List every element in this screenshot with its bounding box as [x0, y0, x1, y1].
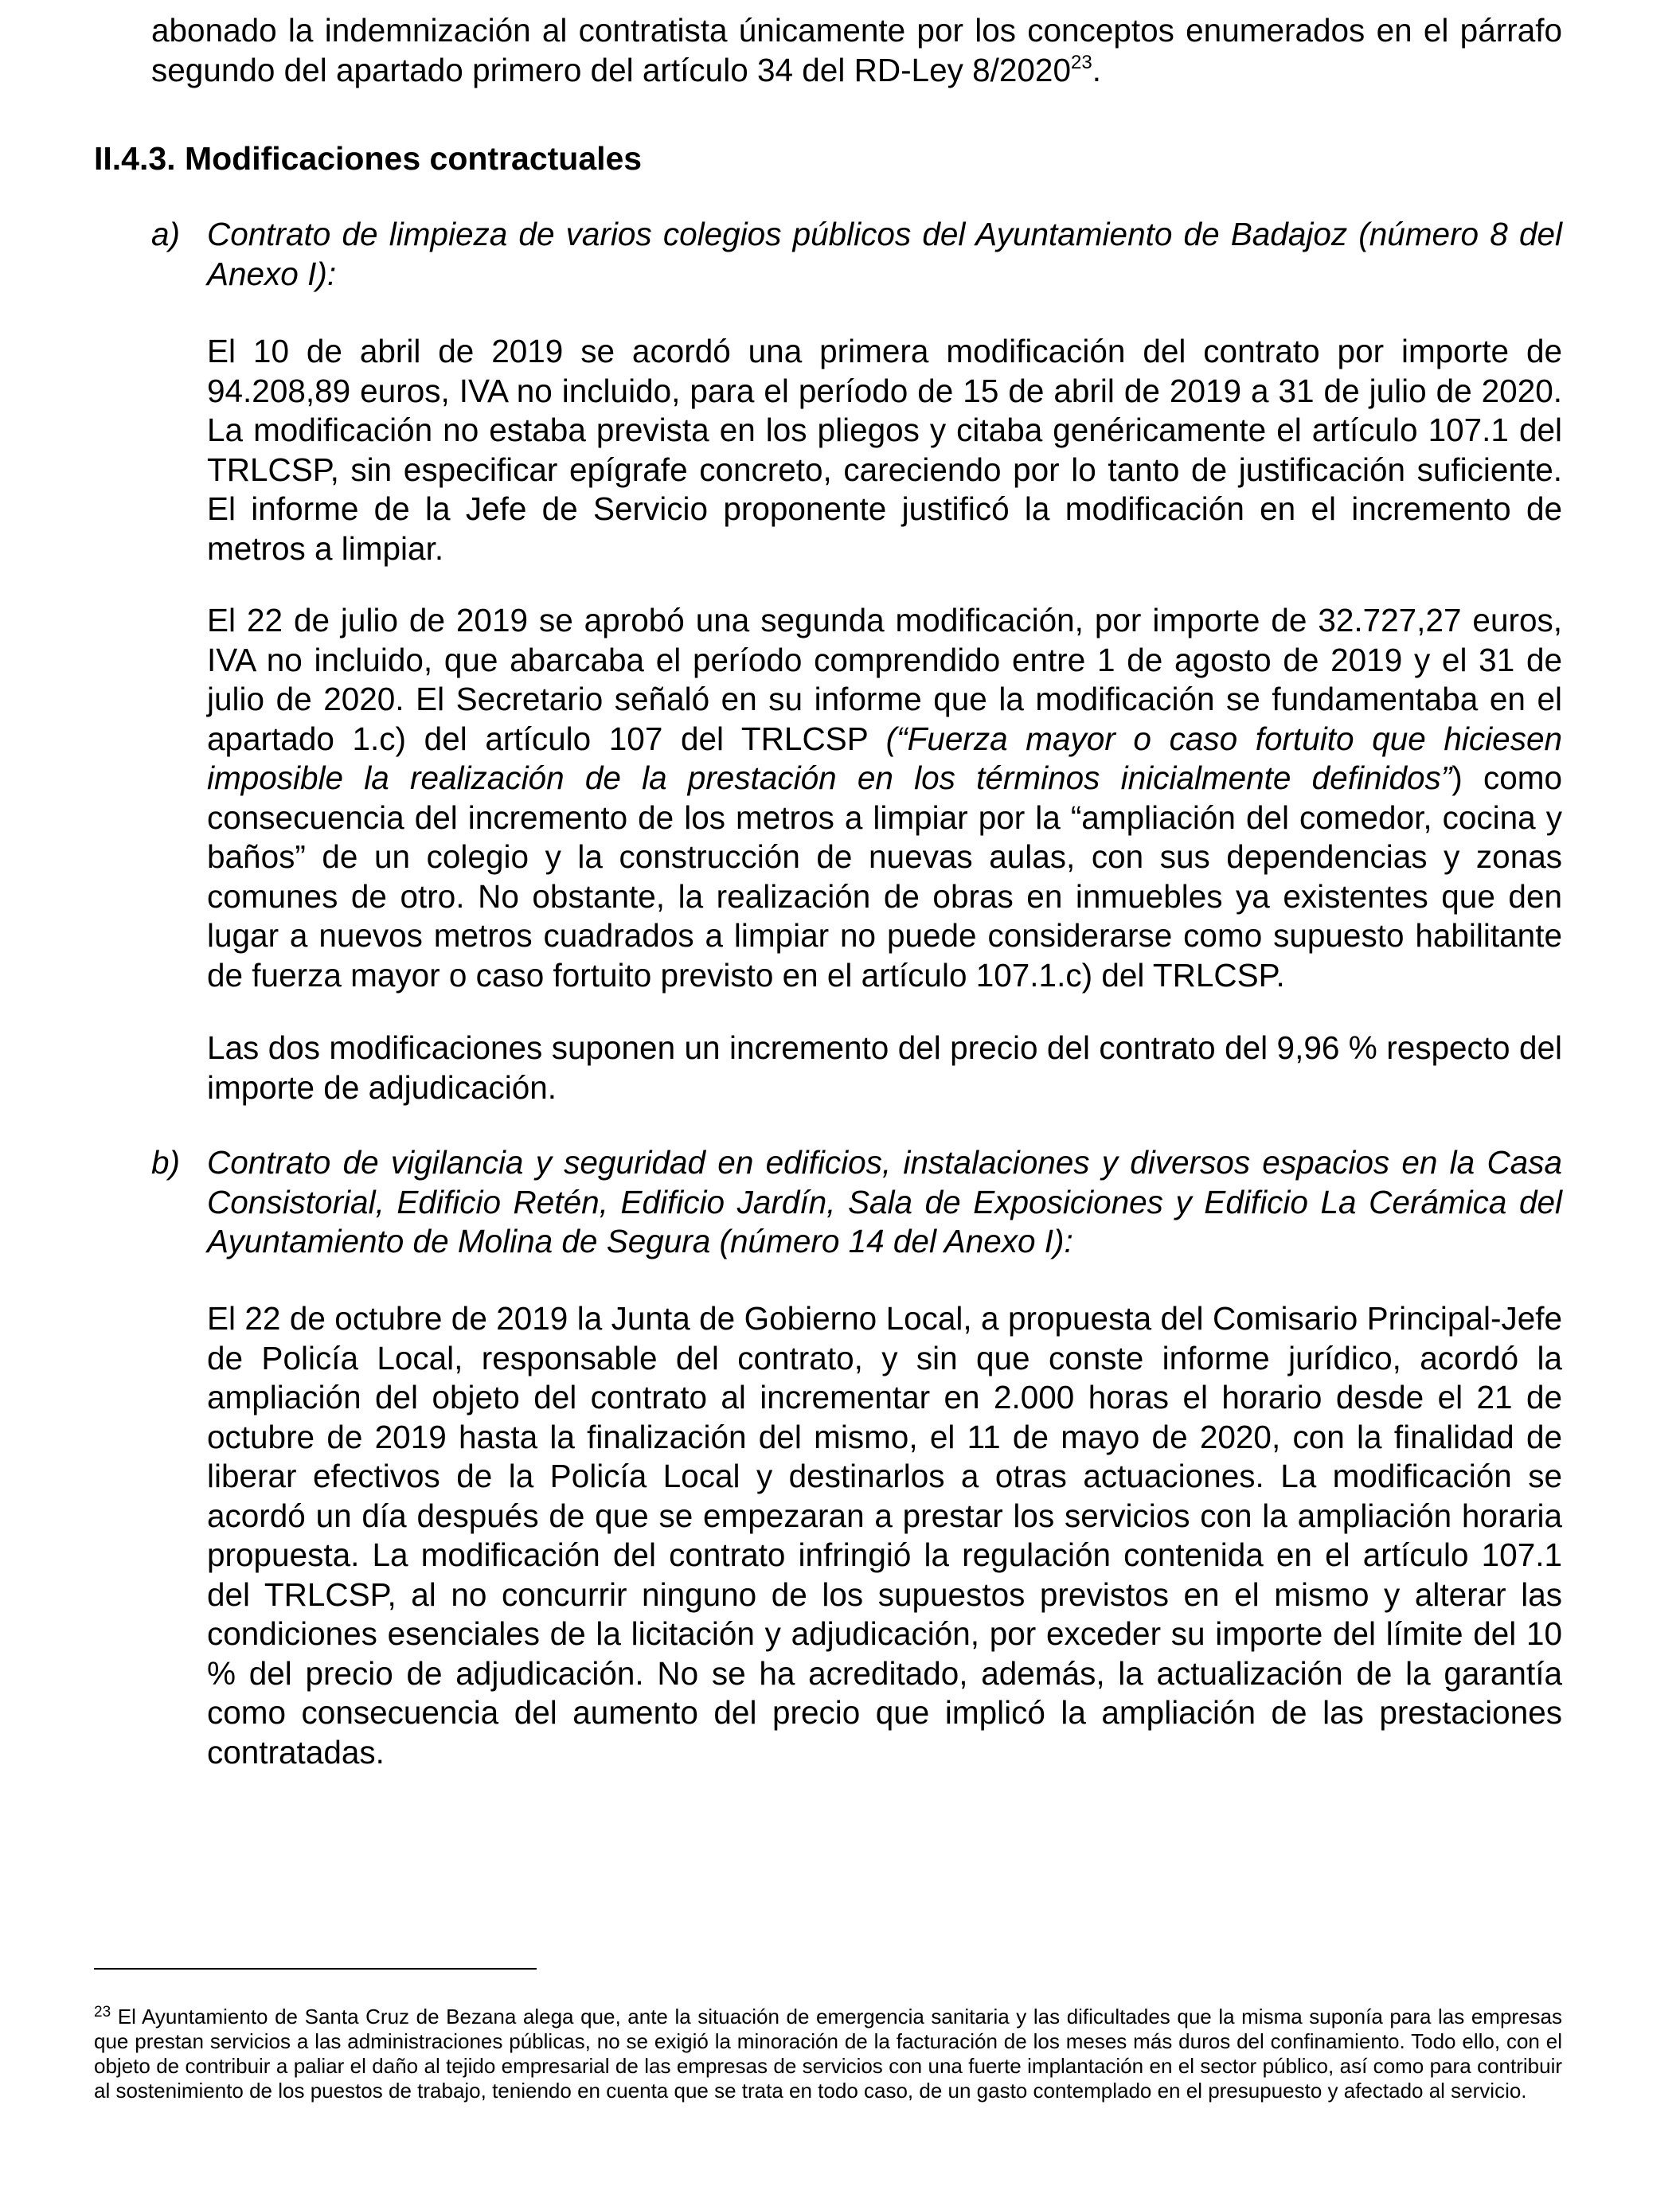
item-a-paragraph-2-end: ) como consecuencia del incremento de los metros a limpiar por la “ampliación del comedor, cocina y baños” de un colegio y la construcción de nuevas aulas, con sus dependencias y zonas comunes de otro. No obstante, la realización de obras en inmuebles ya existentes que den lugar a nuevos metros cuadrados a limpiar no puede considerarse como supuesto habilitante de fuerza mayor o caso fortuito previsto en el artículo 107.1.c) del TRLCSP. [207, 759, 1562, 994]
footnote [94, 2005, 1562, 2103]
intro-text: abonado la indemnización al contratista únicamente por los conceptos enumerados en el párrafo segundo del apartado primero del artículo 34 del RD-Ley 8/2020 [151, 12, 1562, 88]
footnote-text: El Ayuntamiento de Santa Cruz de Bezana alega que, ante la situación de emergencia sanitaria y las dificultades que la misma suponía para las empresas que prestan servicios a las administraciones públicas, no se exigió la minoración de la facturación de los meses más duros del confinamiento. Todo ello, con el objeto de contribuir a paliar el daño al tejido empresarial de las empresas de servicios con una fuerte implantación en el sector público, así como para contribuir al sostenimiento de los puestos de trabajo, teniendo en cuenta que se trata en todo caso, de un gasto contemplado en el presupuesto y afectado al servicio. [94, 2005, 1562, 2103]
item-b-title: Contrato de vigilancia y seguridad en edificios, instalaciones y diversos espacios en la Casa Consistorial, Edificio Retén, Edificio Jardín, Sala de Exposiciones y Edificio La Cerámica del Ayuntamiento de Molina de Segura (número 14 del Anexo I): [207, 1144, 1562, 1259]
item-a-paragraph-1: El 10 de abril de 2019 se acordó una primera modificación del contrato por importe de 94.208,89 euros, IVA no incluido, para el período de 15 de abril de 2019 a 31 de julio de 2020. La modificación no estaba prevista en los pliegos y citaba genéricamente el artículo 107.1 del TRLCSP, sin especificar epígrafe concreto, careciendo por lo tanto de justificación suficiente. El informe de la Jefe de Servicio proponente justificó la modificación en el incremento de metros a limpiar. [207, 333, 1562, 567]
item-b-marker: b) [151, 1144, 181, 1181]
item-a-paragraph-3: Las dos modificaciones suponen un incremento del precio del contrato del 9,96 % respecto del importe de adjudicación. [207, 1029, 1562, 1106]
item-a-title: Contrato de limpieza de varios colegios públicos del Ayuntamiento de Badajoz (número 8 del Anexo I): [207, 216, 1562, 292]
item-b-paragraph-1: El 22 de octubre de 2019 la Junta de Gobierno Local, a propuesta del Comisario Principal-Jefe de Policía Local, responsable del contrato, y sin que conste informe jurídico, acordó la ampliación del objeto del contrato al incrementar en 2.000 horas el horario desde el 21 de octubre de 2019 hasta la finalización del mismo, el 11 de mayo de 2020, con la finalidad de liberar efectivos de la Policía Local y destinarlos a otras actuaciones. La modificación se acordó un día después de que se empezaran a prestar los servicios con la ampliación horaria propuesta. La modificación del contrato infringió la regulación contenida en el artículo 107.1 del TRLCSP, al no concurrir ninguno de los supuestos previstos en el mismo y alterar las condiciones esenciales de la licitación y adjudicación, por exceder su importe del límite del 10 % del precio de adjudicación. No se ha acreditado, además, la actualización de la garantía como consecuencia del aumento del precio que implicó la ampliación de las prestaciones contratadas. [207, 1300, 1562, 1771]
section-heading: II.4.3. Modificaciones contractuales [94, 140, 643, 177]
legal-quote: (“Fuerza mayor o caso fortuito que hiciesen imposible la realización de la prestación en los términos inicialmente definidos” [207, 720, 1563, 796]
footnote-reference[interactable]: 23 [1070, 51, 1092, 73]
item-a-paragraph-2-start: El 22 de julio de 2019 se aprobó una segunda modificación, por importe de 32.727,27 euros, IVA no incluido, que abarcaba el período comprendido entre 1 de agosto de 2019 y el 31 de julio de 2020. El Secretario señaló en su informe que la modificación se fundamentaba en el apartado 1.c) del artículo 107 del TRLCSP [207, 602, 1562, 757]
item-a-paragraph-2 [207, 601, 1562, 995]
footnote-separator [94, 1968, 537, 1970]
intro-text-end: . [1092, 51, 1101, 88]
footnote-number: 23 [94, 2004, 111, 2021]
intro-paragraph [151, 11, 1562, 90]
item-a-marker: a) [151, 216, 181, 252]
